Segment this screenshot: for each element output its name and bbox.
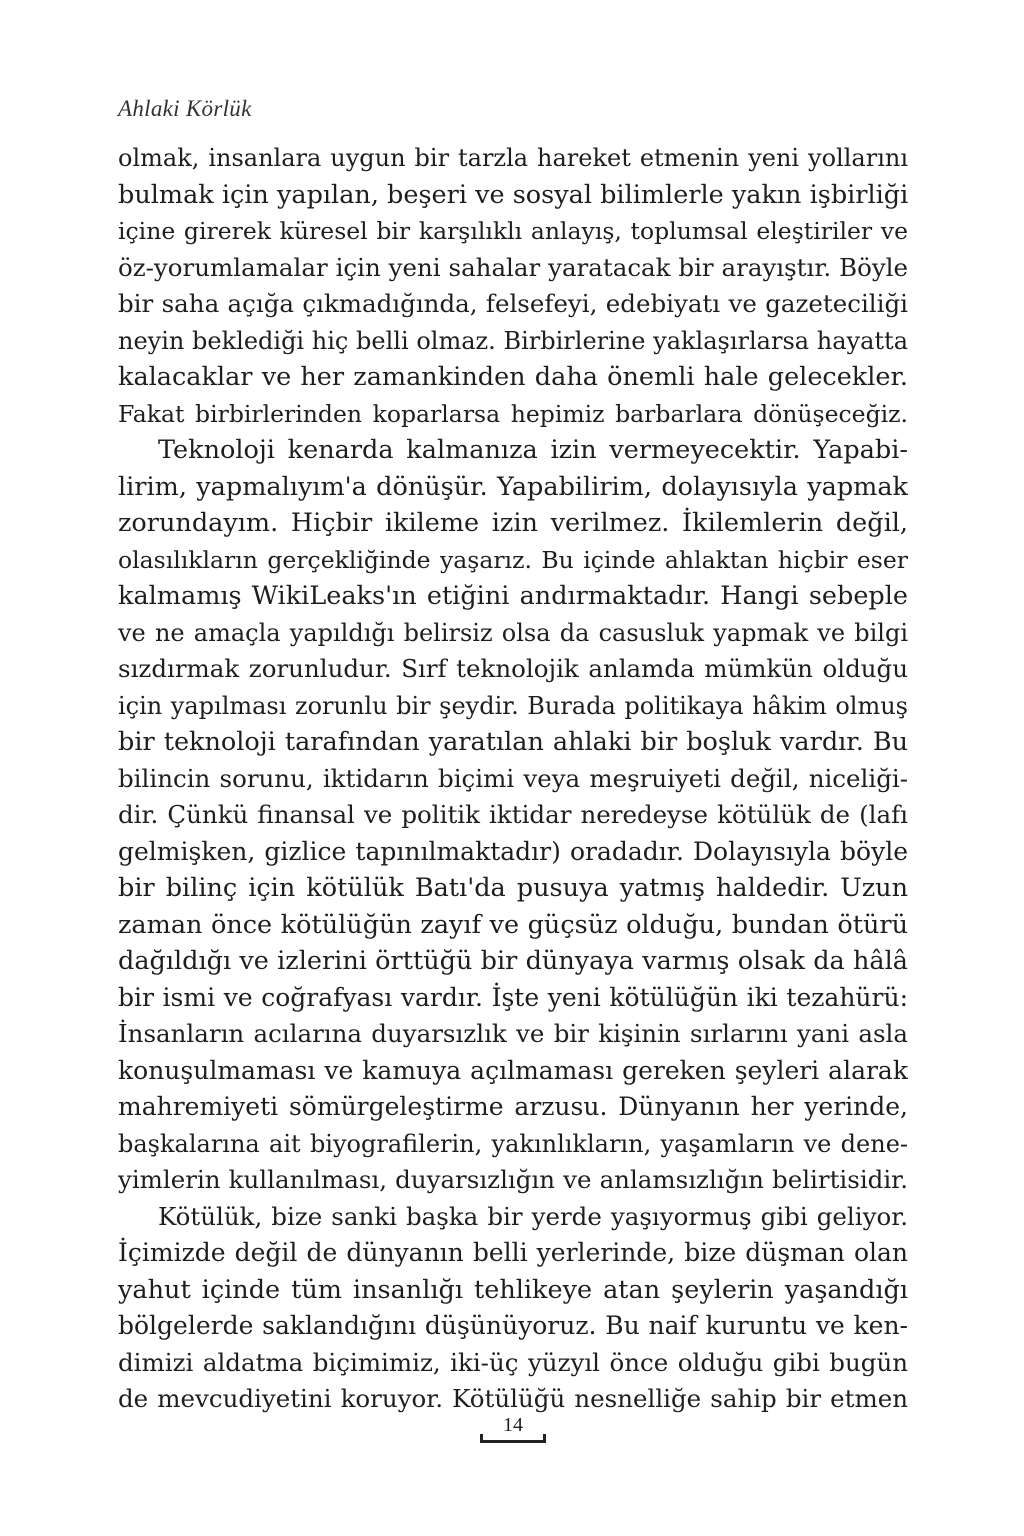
text-line: bir ismi ve coğrafyası vardır. İşte yeni kötülüğün iki tezahürü: [118, 982, 908, 1012]
text-line: İnsanların acılarına duyarsızlık ve bir kişinin sırlarını yani asla [118, 1019, 908, 1048]
page-number-block [480, 1414, 546, 1448]
text-line: bilincin sorunu, iktidarın biçimi veya meşruiyeti değil, niceliği- [118, 763, 908, 793]
body-text [118, 140, 908, 1418]
text-line: kalmamış WikiLeaks'ın etiğini andırmaktadır. Hangi sebeple [118, 581, 908, 611]
text-line: başkalarına ait biyografilerin, yakınlıkların, yaşamların ve dene- [118, 1129, 908, 1158]
text-line: kalacaklar ve her zamankinden daha önemli hale gelecekler. [118, 362, 908, 392]
text-line: zorundayım. Hiçbir ikileme izin verilmez. İkilemlerin değil, [118, 508, 908, 538]
text-line: bulmak için yapılan, beşeri ve sosyal bilimlerle yakın işbirliği [118, 179, 908, 210]
text-line: lirim, yapmalıyım'a dönüşür. Yapabilirim, dolayısıyla yapmak [118, 471, 908, 502]
text-line: konuşulmaması ve kamuya açılmaması gereken şeyleri alarak [118, 1055, 908, 1085]
text-line: Fakat birbirlerinden koparlarsa hepimiz barbarlara dönüşeceğiz. [118, 399, 908, 428]
text-line: gelmişken, gizlice tapınılmaktadır) oradadır. Dolayısıyla böyle [118, 836, 908, 866]
page-number: 14 [503, 1414, 523, 1436]
paragraph-start-line: Teknoloji kenarda kalmanıza izin vermeyecektir. Yapabi- [158, 435, 908, 465]
text-line: bir teknoloji tarafından yaratılan ahlaki bir boşluk vardır. Bu [118, 727, 908, 757]
text-line: mahremiyeti sömürgeleştirme arzusu. Dünyanın her yerinde, [118, 1092, 908, 1121]
text-line: İçimizde değil de dünyanın belli yerlerinde, bize düşman olan [118, 1238, 908, 1267]
text-line: için yapılması zorunlu bir şeydir. Burada politikaya hâkim olmuş [118, 691, 908, 720]
text-line: neyin beklediği hiç belli olmaz. Birbirlerine yaklaşırlarsa hayatta [118, 326, 908, 355]
text-line: öz-yorumlamalar için yeni sahalar yaratacak bir arayıştır. Böyle [118, 252, 908, 282]
text-line: yimlerin kullanılması, duyarsızlığın ve anlamsızlığın belirtisidir. [118, 1165, 908, 1194]
text-line: sızdırmak zorunludur. Sırf teknolojik anlamda mümkün olduğu [118, 654, 908, 683]
text-line: olmak, insanlara uygun bir tarzla hareket etmenin yeni yollarını [118, 144, 908, 172]
running-header: Ahlaki Körlük [118, 96, 252, 121]
text-line: dir. Çünkü finansal ve politik iktidar neredeyse kötülük de (lafı [118, 800, 908, 829]
text-line: bir bilinç için kötülük Batı'da pusuya yatmış haldedir. Uzun [118, 873, 908, 903]
paragraph-start-line: Kötülük, bize sanki başka bir yerde yaşıyormuş gibi geliyor. [158, 1201, 908, 1231]
text-line: ve ne amaçla yapıldığı belirsiz olsa da casusluk yapmak ve bilgi [118, 618, 908, 647]
text-line: yahut içinde tüm insanlığı tehlikeye atan şeylerin yaşandığı [118, 1274, 908, 1305]
text-line: olasılıkların gerçekliğinde yaşarız. Bu içinde ahlaktan hiçbir eser [118, 545, 908, 574]
text-line: dağıldığı ve izlerini örttüğü bir dünyaya varmış olsak da hâlâ [118, 946, 908, 976]
page-number-rule [480, 1440, 546, 1443]
text-line: içine girerek küresel bir karşılıklı anlayış, toplumsal eleştiriler ve [118, 217, 908, 245]
text-line: dimizi aldatma biçimimiz, iki-üç yüzyıl önce olduğu gibi bugün [118, 1347, 908, 1377]
text-line: bölgelerde saklandığını düşünüyoruz. Bu naif kuruntu ve ken- [118, 1311, 908, 1340]
text-line: de mevcudiyetini koruyor. Kötülüğü nesnelliğe sahip bir etmen [118, 1384, 908, 1413]
text-line: bir saha açığa çıkmadığında, felsefeyi, edebiyatı ve gazeteciliği [118, 289, 908, 318]
text-line: zaman önce kötülüğün zayıf ve güçsüz olduğu, bundan ötürü [118, 909, 908, 940]
